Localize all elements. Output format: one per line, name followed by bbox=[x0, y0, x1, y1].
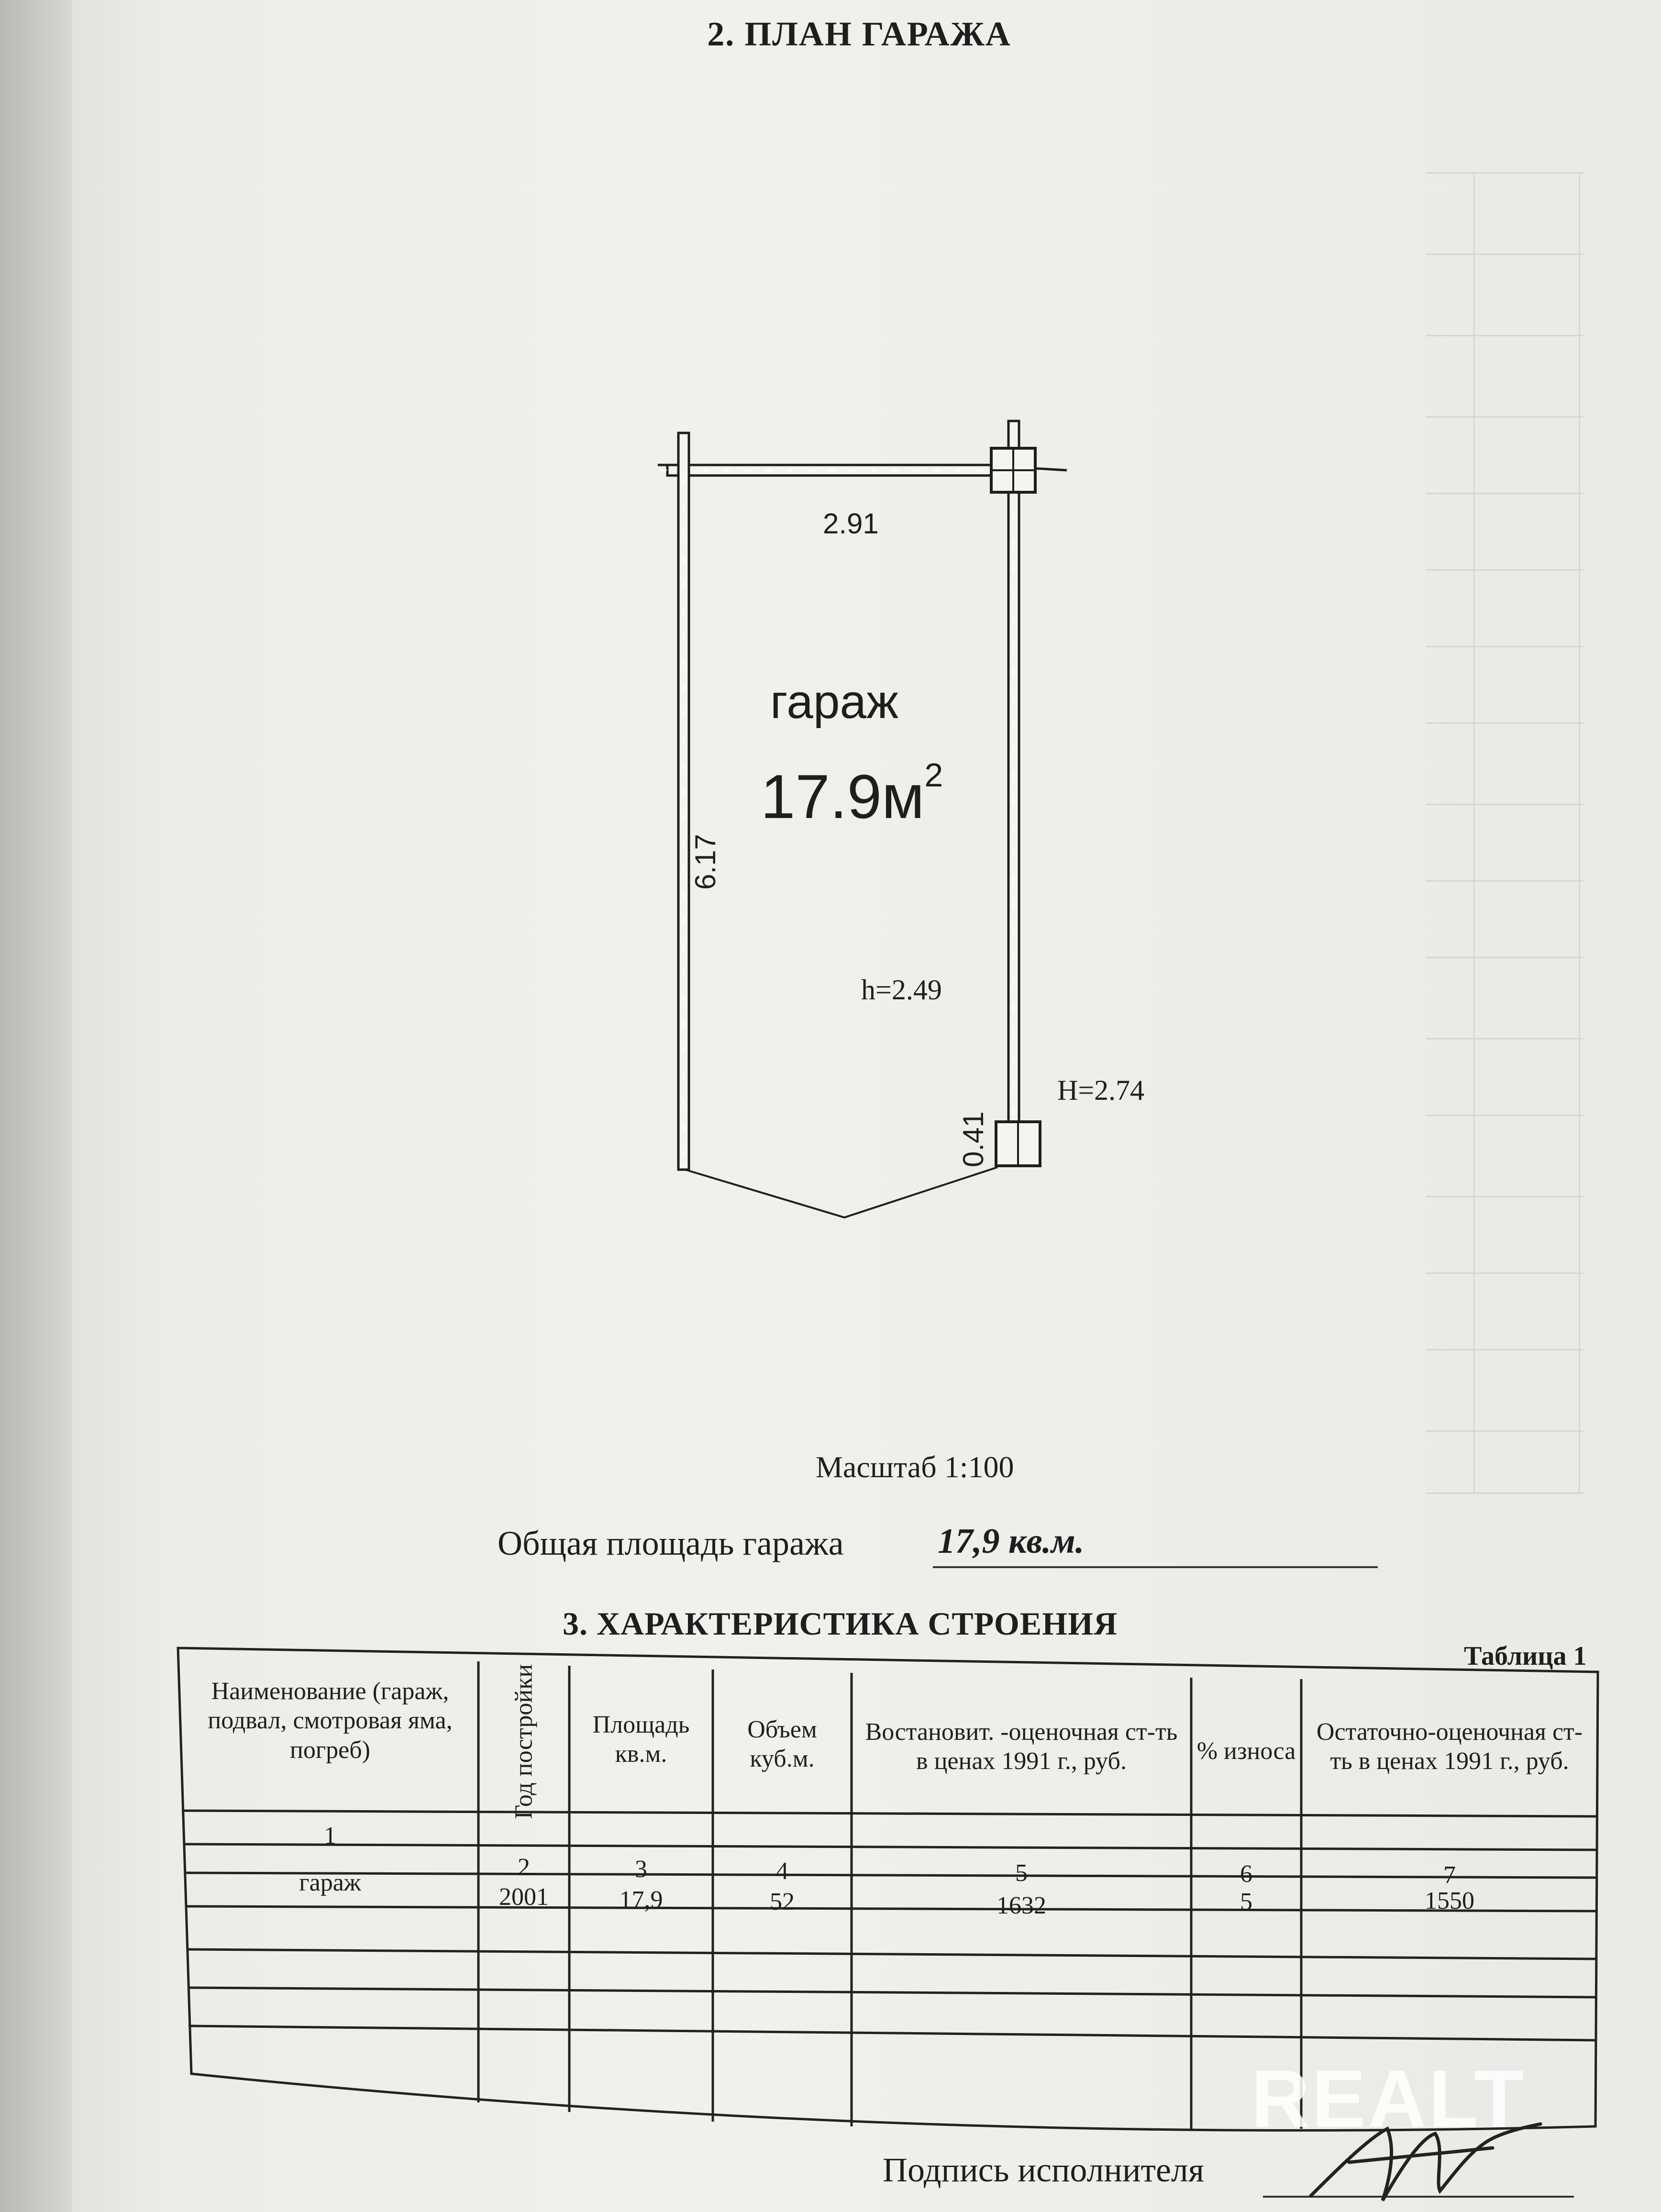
column-number: 5 bbox=[1015, 1859, 1028, 1887]
total-area-value: 17,9 кв.м. bbox=[938, 1522, 1085, 1561]
room-area-value: 17.9м bbox=[761, 762, 925, 831]
row-name: гараж bbox=[299, 1869, 361, 1896]
column-number: 1 bbox=[324, 1822, 336, 1849]
header-name: Наименование (гараж, подвал, смотровая яма, погреб) bbox=[208, 1678, 453, 1764]
row-wear-percent: 5 bbox=[1240, 1888, 1252, 1915]
row-area: 17,9 bbox=[619, 1886, 663, 1913]
room-name: гараж bbox=[770, 675, 899, 729]
header-year: Год постройки bbox=[510, 1664, 538, 1819]
row-volume: 52 bbox=[770, 1888, 795, 1915]
characteristics-title: 3. ХАРАКТЕРИСТИКА СТРОЕНИЯ bbox=[562, 1605, 1118, 1642]
scale-label: Масштаб 1:100 bbox=[816, 1450, 1014, 1484]
realt-watermark: REALT bbox=[1251, 2054, 1526, 2145]
column-number: 6 bbox=[1240, 1860, 1252, 1888]
row-replacement-value: 1632 bbox=[997, 1892, 1046, 1919]
column-number: 4 bbox=[776, 1858, 788, 1885]
column-number: 3 bbox=[635, 1856, 647, 1883]
inner-height-label: h=2.49 bbox=[861, 974, 942, 1006]
plan-title: 2. ПЛАН ГАРАЖА bbox=[707, 15, 1011, 53]
room-area bbox=[761, 756, 943, 832]
column-number: 2 bbox=[518, 1854, 530, 1881]
room-area-unit-superscript: 2 bbox=[924, 756, 943, 794]
dimension-left: 6.17 bbox=[689, 834, 721, 890]
header-residual-value: Остаточно-оценочная ст-ть в ценах 1991 г., руб. bbox=[1316, 1718, 1583, 1775]
signature-label: Подпись исполнителя bbox=[883, 2151, 1204, 2189]
header-volume: Объем куб.м. bbox=[747, 1716, 817, 1773]
outer-height-label: H=2.74 bbox=[1057, 1074, 1145, 1106]
dimension-top: 2.91 bbox=[823, 508, 879, 540]
row-residual-value: 1550 bbox=[1425, 1887, 1474, 1914]
header-wear-percent: % износа bbox=[1196, 1737, 1296, 1765]
header-area: Площадь кв.м. bbox=[592, 1711, 690, 1768]
row-year: 2001 bbox=[499, 1883, 549, 1911]
dimension-bottom-right: 0.41 bbox=[957, 1111, 989, 1167]
table-caption: Таблица 1 bbox=[1464, 1641, 1587, 1671]
column-number: 7 bbox=[1443, 1861, 1456, 1889]
total-area-label: Общая площадь гаража bbox=[498, 1524, 844, 1562]
handwritten-signature bbox=[1292, 2100, 1560, 2212]
total-area-underline bbox=[933, 1566, 1378, 1568]
header-replacement-value: Востановит. -оценочная ст-ть в ценах 1991 г., руб. bbox=[865, 1718, 1178, 1775]
